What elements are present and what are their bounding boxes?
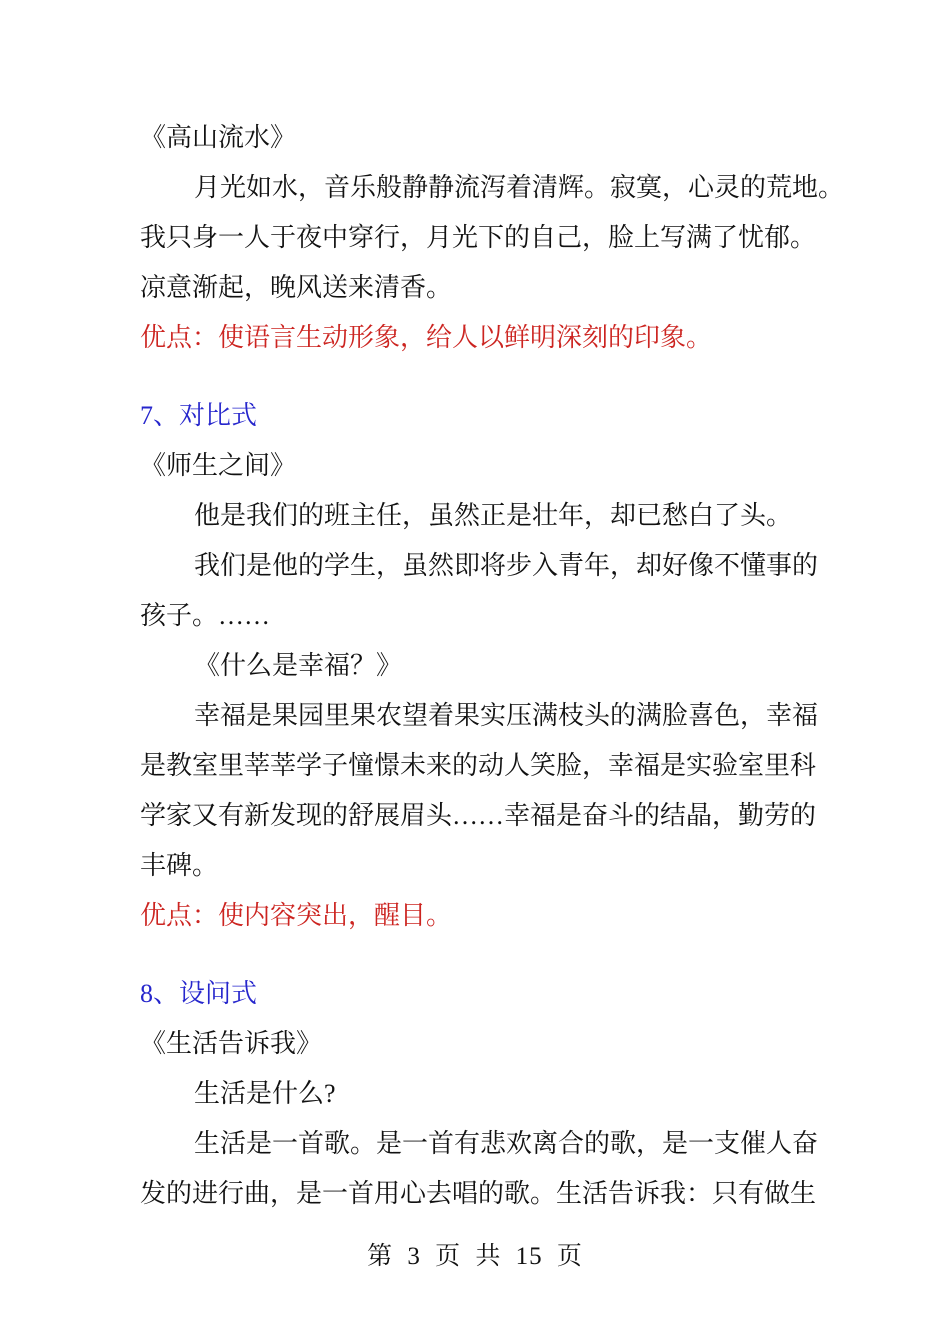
essay-title-line: 《高山流水》 (140, 123, 297, 152)
page-number-indicator: 第 3 页 共 15 页 (367, 1243, 583, 1270)
block-essay-title (140, 1019, 830, 1069)
highlight-line: 优点：使语言生动形象，给人以鲜明深刻的印象。 (140, 323, 713, 352)
block-heading (140, 969, 830, 1019)
paragraph-line: 学家又有新发现的舒展眉头……幸福是奋斗的结晶，勤劳的 (140, 801, 817, 830)
block-heading (140, 391, 830, 441)
block-paragraph (140, 163, 845, 313)
paragraph-line: 我只身一人于夜中穿行，月光下的自己，脸上写满了忧郁。 (140, 223, 817, 252)
block-essay-title (140, 113, 830, 163)
essay-title-line: 《师生之间》 (140, 451, 297, 480)
essay-title-line: 《什么是幸福？》 (194, 651, 403, 680)
block-paragraph (140, 491, 830, 541)
page-footer (0, 1242, 950, 1272)
paragraph-line: 我们是他的学生，虽然即将步入青年，却好像不懂事的 (194, 551, 819, 580)
paragraph-line: 孩子。…… (140, 601, 271, 630)
document-content (140, 113, 845, 1219)
paragraph-line: 幸福是果园里果农望着果实压满枝头的满脸喜色，幸福 (194, 701, 819, 730)
heading-line: 7、对比式 (140, 401, 258, 430)
block-essay-title (140, 641, 830, 691)
paragraph-line: 是教室里莘莘学子憧憬未来的动人笑脸，幸福是实验室里科 (140, 751, 817, 780)
paragraph-line: 丰碑。 (140, 851, 219, 880)
block-highlight (140, 313, 830, 363)
block-paragraph (140, 541, 830, 641)
block-essay-title (140, 441, 830, 491)
heading-line: 8、设问式 (140, 979, 258, 1008)
highlight-line: 优点：使内容突出，醒目。 (140, 901, 453, 930)
paragraph-line: 凉意渐起，晚风送来清香。 (140, 273, 453, 302)
block-paragraph (140, 1069, 830, 1119)
paragraph-line: 他是我们的班主任，虽然正是壮年，却已愁白了头。 (194, 501, 793, 530)
block-paragraph (140, 1119, 830, 1219)
block-paragraph (140, 691, 830, 891)
block-highlight (140, 891, 830, 941)
essay-title-line: 《生活告诉我》 (140, 1029, 323, 1058)
paragraph-line: 月光如水，音乐般静静流泻着清辉。寂寞，心灵的荒地。 (194, 173, 845, 202)
paragraph-line: 发的进行曲，是一首用心去唱的歌。生活告诉我：只有做生 (140, 1179, 817, 1208)
paragraph-line: 生活是什么? (194, 1079, 336, 1108)
paragraph-line: 生活是一首歌。是一首有悲欢离合的歌，是一支催人奋 (194, 1129, 819, 1158)
